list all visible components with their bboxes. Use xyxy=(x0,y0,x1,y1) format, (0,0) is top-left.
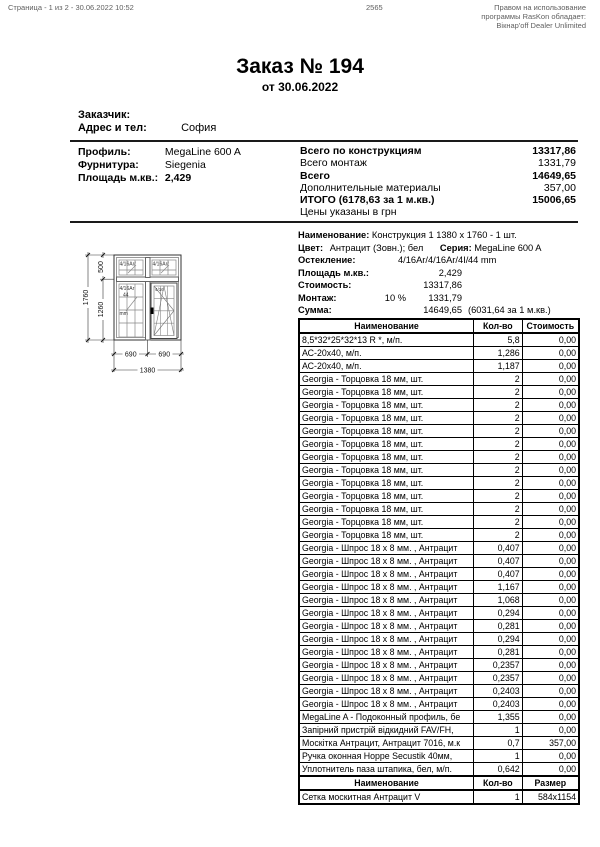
mullion-bottom xyxy=(146,282,151,341)
material-qty: 0,642 xyxy=(473,763,522,777)
material-name: Georgia - Торцовка 18 мм, шт. xyxy=(299,529,473,542)
materials-row xyxy=(299,425,579,438)
field-label: Цвет: xyxy=(298,242,324,253)
material-qty: 0,281 xyxy=(473,620,522,633)
materials-row xyxy=(299,711,579,724)
construction-install-line xyxy=(298,292,580,305)
address-label: Адрес и тел: xyxy=(78,122,147,134)
material-name: Georgia - Торцовка 18 мм, шт. xyxy=(299,373,473,386)
material-name: Georgia - Торцовка 18 мм, шт. xyxy=(299,516,473,529)
extra-name: Сетка москитная Антрацит V xyxy=(299,790,473,804)
material-qty: 0,2403 xyxy=(473,685,522,698)
totals-row xyxy=(300,170,576,182)
material-cost: 0,00 xyxy=(522,568,579,581)
totals-label: Всего xyxy=(300,169,330,182)
materials-row xyxy=(299,685,579,698)
hardware-label: Фурнитура: xyxy=(78,159,139,171)
materials-row xyxy=(299,516,579,529)
materials-row xyxy=(299,568,579,581)
material-name: Georgia - Шпрос 18 х 8 мм. , Антрацит xyxy=(299,672,473,685)
material-qty: 0,281 xyxy=(473,646,522,659)
dim-label-690-right: 690 xyxy=(158,351,171,359)
materials-row xyxy=(299,399,579,412)
materials-row xyxy=(299,464,579,477)
material-qty: 1,187 xyxy=(473,360,522,373)
field-value: (6031,64 за 1 м.кв.) xyxy=(468,305,551,315)
totals-label: Дополнительные материалы xyxy=(300,181,441,194)
totals-value: 14649,65 xyxy=(532,169,576,182)
dim-label-500: 500 xyxy=(98,261,105,273)
materials-header-row xyxy=(299,319,579,333)
address-row xyxy=(78,122,216,134)
material-name: Georgia - Торцовка 18 мм, шт. xyxy=(299,477,473,490)
extras-table xyxy=(298,775,580,805)
materials-row xyxy=(299,360,579,373)
profile-value: MegaLine 600 A xyxy=(164,146,241,158)
doc-number: 2565 xyxy=(366,3,383,12)
materials-row xyxy=(299,750,579,763)
material-cost: 0,00 xyxy=(522,333,579,347)
materials-row xyxy=(299,386,579,399)
materials-row xyxy=(299,607,579,620)
totals-row xyxy=(300,157,576,169)
construction-details xyxy=(298,229,580,317)
material-name: Georgia - Шпрос 18 х 8 мм. , Антрацит xyxy=(299,555,473,568)
window-handle xyxy=(151,308,154,315)
construction-name-line xyxy=(298,229,580,242)
address-value: София xyxy=(181,122,217,134)
material-qty: 5,8 xyxy=(473,333,522,347)
glazing-label: 4/16 xyxy=(155,287,164,292)
material-name: АС-20х40, м/п. xyxy=(299,347,473,360)
profile-label: Профиль: xyxy=(78,146,131,158)
field-label: Монтаж: xyxy=(298,292,337,303)
material-name: Georgia - Торцовка 18 мм, шт. xyxy=(299,438,473,451)
material-cost: 357,00 xyxy=(522,737,579,750)
material-qty: 2 xyxy=(473,412,522,425)
material-cost: 0,00 xyxy=(522,503,579,516)
material-qty: 2 xyxy=(473,386,522,399)
material-cost: 0,00 xyxy=(522,672,579,685)
extra-size: 584х1154 xyxy=(522,790,579,804)
material-qty: 0,2357 xyxy=(473,672,522,685)
order-date: от 30.06.2022 xyxy=(261,80,339,94)
material-qty: 0,294 xyxy=(473,607,522,620)
glazing-label: 4/16Ar xyxy=(119,286,135,292)
dim-label-1760: 1760 xyxy=(83,289,90,306)
material-cost: 0,00 xyxy=(522,607,579,620)
material-qty: 0,407 xyxy=(473,542,522,555)
material-name: Georgia - Шпрос 18 х 8 мм. , Антрацит xyxy=(299,646,473,659)
materials-row xyxy=(299,724,579,737)
customer-row xyxy=(78,109,178,121)
material-cost: 0,00 xyxy=(522,464,579,477)
material-qty: 2 xyxy=(473,451,522,464)
material-qty: 1 xyxy=(473,750,522,763)
field-value: 2,429 xyxy=(438,267,462,278)
glazing-label: 4/16Ar/ xyxy=(119,261,136,268)
materials-row xyxy=(299,737,579,750)
materials-row xyxy=(299,763,579,777)
totals-row xyxy=(300,145,576,157)
material-qty: 2 xyxy=(473,516,522,529)
materials-table xyxy=(298,318,580,777)
materials-row xyxy=(299,477,579,490)
material-qty: 1,167 xyxy=(473,581,522,594)
window-drawing xyxy=(70,237,235,387)
page-info: Страница - 1 из 2 - 30.06.2022 10:52 xyxy=(8,3,134,12)
material-cost: 0,00 xyxy=(522,659,579,672)
material-cost: 0,00 xyxy=(522,399,579,412)
material-name: Georgia - Торцовка 18 мм, шт. xyxy=(299,412,473,425)
construction-area-line xyxy=(298,267,580,280)
material-name: Ручка оконная Hoppe Secustik 40мм, xyxy=(299,750,473,763)
material-name: Georgia - Шпрос 18 х 8 мм. , Антрацит xyxy=(299,698,473,711)
field-label: Сумма: xyxy=(298,305,332,315)
material-cost: 0,00 xyxy=(522,490,579,503)
material-cost: 0,00 xyxy=(522,763,579,777)
material-cost: 0,00 xyxy=(522,685,579,698)
material-qty: 2 xyxy=(473,438,522,451)
material-cost: 0,00 xyxy=(522,620,579,633)
material-cost: 0,00 xyxy=(522,698,579,711)
dim-label-690-left: 690 xyxy=(124,351,137,359)
material-name: Georgia - Шпрос 18 х 8 мм. , Антрацит xyxy=(299,607,473,620)
field-value: 4/16Ar/4/16Ar/4I/ xyxy=(398,255,469,265)
license-text xyxy=(481,3,586,30)
material-cost: 0,00 xyxy=(522,594,579,607)
material-cost: 0,00 xyxy=(522,477,579,490)
field-value: Антрацит (Зовн.); бел xyxy=(329,242,424,253)
field-value: MegaLine 600 A xyxy=(474,242,542,253)
construction-color-line xyxy=(298,242,580,255)
material-name: Запірний пристрій відкидний FAV/FH, xyxy=(299,724,473,737)
dim-label-1380: 1380 xyxy=(139,367,156,375)
material-qty: 2 xyxy=(473,490,522,503)
field-value: 10 % xyxy=(384,292,406,303)
material-cost: 0,00 xyxy=(522,451,579,464)
materials-row xyxy=(299,438,579,451)
materials-row xyxy=(299,333,579,347)
materials-row xyxy=(299,646,579,659)
material-cost: 0,00 xyxy=(522,386,579,399)
materials-row xyxy=(299,490,579,503)
hardware-value: Siegenia xyxy=(164,159,206,171)
material-qty: 2 xyxy=(473,373,522,386)
materials-row xyxy=(299,542,579,555)
material-qty: 1 xyxy=(473,724,522,737)
material-qty: 0,407 xyxy=(473,568,522,581)
glazing-label: mm xyxy=(119,311,128,317)
area-label: Площадь м.кв.: xyxy=(78,172,159,184)
material-name: Georgia - Торцовка 18 мм, шт. xyxy=(299,503,473,516)
material-qty: 2 xyxy=(473,529,522,542)
customer-label: Заказчик: xyxy=(78,109,131,121)
totals-label: ИТОГО (6178,63 за 1 м.кв.) xyxy=(300,194,435,207)
field-value: Конструкция 1 1380 x 1760 - 1 шт. xyxy=(371,230,517,240)
totals-value: 1331,79 xyxy=(538,157,576,170)
material-qty: 0,2357 xyxy=(473,659,522,672)
construction-sum-line xyxy=(298,304,580,317)
materials-row xyxy=(299,529,579,542)
field-value: 44 mm xyxy=(468,255,497,265)
glazing-label: 4/16Ar/ xyxy=(152,261,169,268)
material-qty: 0,407 xyxy=(473,555,522,568)
materials-row xyxy=(299,412,579,425)
material-cost: 0,00 xyxy=(522,529,579,542)
order-title: Заказ № 194 xyxy=(236,55,364,78)
material-cost: 0,00 xyxy=(522,373,579,386)
extras-row xyxy=(299,790,579,804)
material-name: Georgia - Торцовка 18 мм, шт. xyxy=(299,386,473,399)
license-line: Правом на использование xyxy=(494,3,586,12)
material-cost: 0,00 xyxy=(522,750,579,763)
materials-row xyxy=(299,555,579,568)
dim-label-1260: 1260 xyxy=(98,301,105,318)
field-label: Остекление: xyxy=(298,255,356,265)
material-name: Georgia - Шпрос 18 х 8 мм. , Антрацит xyxy=(299,633,473,646)
col-header-name: Наименование xyxy=(299,319,473,333)
material-qty: 0,294 xyxy=(473,633,522,646)
material-cost: 0,00 xyxy=(522,711,579,724)
material-name: Georgia - Шпрос 18 х 8 мм. , Антрацит xyxy=(299,659,473,672)
material-qty: 2 xyxy=(473,399,522,412)
field-value: 1331,79 xyxy=(428,292,462,303)
materials-row xyxy=(299,698,579,711)
material-cost: 0,00 xyxy=(522,412,579,425)
material-name: Georgia - Торцовка 18 мм, шт. xyxy=(299,464,473,477)
divider-rule xyxy=(70,140,578,142)
materials-row xyxy=(299,373,579,386)
material-name: Georgia - Торцовка 18 мм, шт. xyxy=(299,425,473,438)
area-value: 2,429 xyxy=(164,172,192,184)
field-label: Площадь м.кв.: xyxy=(298,267,369,278)
license-line: Вікнар'off Dealer Unlimited xyxy=(496,21,586,30)
totals-value: 13317,86 xyxy=(532,145,576,157)
material-name: Georgia - Шпрос 18 х 8 мм. , Антрацит xyxy=(299,542,473,555)
materials-row xyxy=(299,347,579,360)
material-qty: 0,7 xyxy=(473,737,522,750)
license-line: программы RasKon обладает: xyxy=(481,12,586,21)
material-cost: 0,00 xyxy=(522,581,579,594)
totals-label: Всего по конструкциям xyxy=(300,145,422,157)
construction-cost-line xyxy=(298,279,580,292)
material-cost: 0,00 xyxy=(522,724,579,737)
materials-row xyxy=(299,581,579,594)
material-qty: 1,355 xyxy=(473,711,522,724)
material-qty: 1,286 xyxy=(473,347,522,360)
material-cost: 0,00 xyxy=(522,555,579,568)
materials-row xyxy=(299,503,579,516)
material-name: АС-20х40, м/п. xyxy=(299,360,473,373)
col-header-cost: Стоимость xyxy=(522,319,579,333)
material-qty: 1,068 xyxy=(473,594,522,607)
material-qty: 0,2403 xyxy=(473,698,522,711)
col-header-qty: Кол-во xyxy=(473,319,522,333)
col-header-name: Наименование xyxy=(299,776,473,790)
hardware-line xyxy=(78,159,206,172)
material-name: Georgia - Торцовка 18 мм, шт. xyxy=(299,490,473,503)
materials-row xyxy=(299,620,579,633)
field-label: Стоимость: xyxy=(298,280,352,290)
construction-glazing-line xyxy=(298,254,580,267)
material-qty: 2 xyxy=(473,477,522,490)
materials-row xyxy=(299,633,579,646)
profile-line xyxy=(78,146,241,159)
material-qty: 2 xyxy=(473,464,522,477)
field-value: 13317,86 xyxy=(423,280,462,290)
material-name: Москітка Антрацит, Антрацит 7016, м.к xyxy=(299,737,473,750)
mullion-top xyxy=(146,258,151,278)
totals-row xyxy=(300,194,576,206)
materials-row xyxy=(299,659,579,672)
material-cost: 0,00 xyxy=(522,646,579,659)
material-cost: 0,00 xyxy=(522,542,579,555)
material-name: Georgia - Шпрос 18 х 8 мм. , Антрацит xyxy=(299,685,473,698)
material-cost: 0,00 xyxy=(522,360,579,373)
material-cost: 0,00 xyxy=(522,438,579,451)
totals-label: Цены указаны в грн xyxy=(300,206,397,219)
material-name: Georgia - Шпрос 18 х 8 мм. , Антрацит xyxy=(299,594,473,607)
totals-label: Всего монтаж xyxy=(300,157,367,170)
material-qty: 2 xyxy=(473,425,522,438)
field-label: Наименование: xyxy=(298,230,370,240)
material-name: Уплотнитель паза штапика, бел, м/п. xyxy=(299,763,473,777)
material-name: MegaLine A - Подоконный профиль, бе xyxy=(299,711,473,724)
field-label: Серия: xyxy=(439,242,472,253)
divider-rule xyxy=(70,221,578,223)
totals-row xyxy=(300,182,576,194)
totals-value: 15006,65 xyxy=(532,194,576,207)
material-name: 8,5*32*25*32*13 R *, м/п. xyxy=(299,333,473,347)
material-cost: 0,00 xyxy=(522,347,579,360)
area-line xyxy=(78,172,191,185)
totals-value: 357,00 xyxy=(543,181,576,194)
material-name: Georgia - Шпрос 18 х 8 мм. , Антрацит xyxy=(299,568,473,581)
material-name: Georgia - Шпрос 18 х 8 мм. , Антрацит xyxy=(299,620,473,633)
extra-qty: 1 xyxy=(473,790,522,804)
material-name: Georgia - Шпрос 18 х 8 мм. , Антрацит xyxy=(299,581,473,594)
glazing-label: 44 xyxy=(123,292,129,299)
col-header-qty: Кол-во xyxy=(473,776,522,790)
materials-row xyxy=(299,672,579,685)
material-qty: 2 xyxy=(473,503,522,516)
extras-header-row xyxy=(299,776,579,790)
col-header-size: Размер xyxy=(522,776,579,790)
materials-row xyxy=(299,594,579,607)
materials-row xyxy=(299,451,579,464)
material-cost: 0,00 xyxy=(522,425,579,438)
totals-block xyxy=(300,145,576,219)
field-value: 14649,65 xyxy=(423,305,462,315)
material-cost: 0,00 xyxy=(522,516,579,529)
material-cost: 0,00 xyxy=(522,633,579,646)
material-name: Georgia - Торцовка 18 мм, шт. xyxy=(299,451,473,464)
totals-row xyxy=(300,206,576,218)
material-name: Georgia - Торцовка 18 мм, шт. xyxy=(299,399,473,412)
